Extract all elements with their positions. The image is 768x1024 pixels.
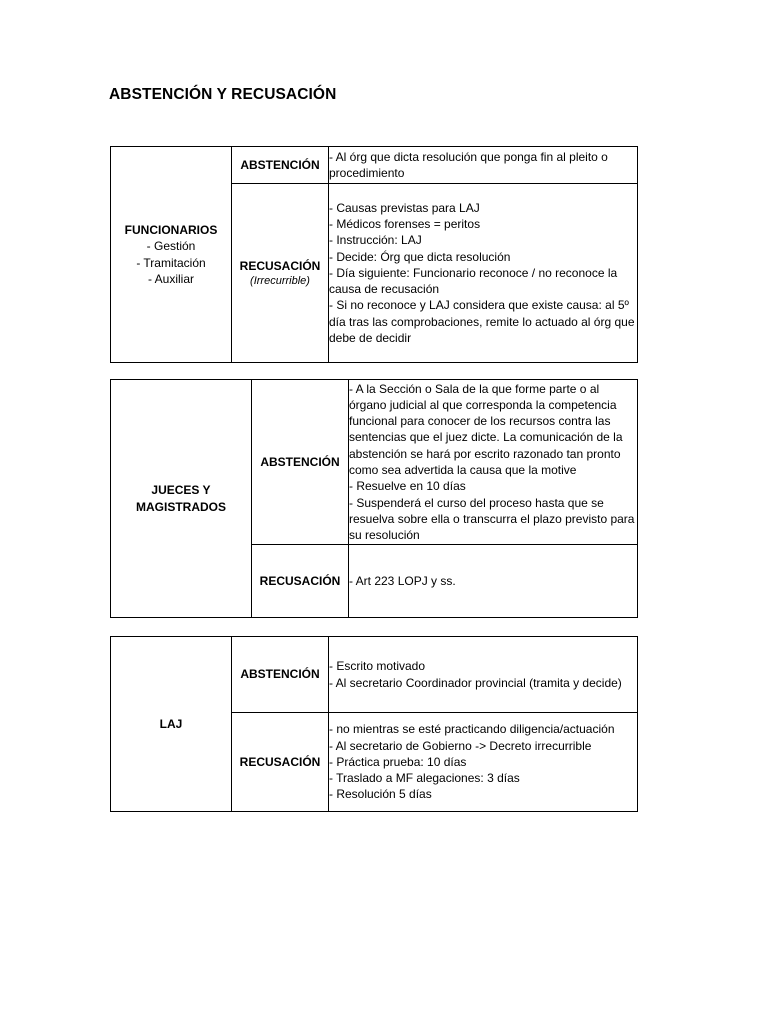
list-item: - Si no reconoce y LAJ considera que existe causa: al 5º día tras las comprobaciones, remite lo actuado al órg que debe de decidir — [329, 298, 635, 346]
kind-note: (Irrecurrible) — [250, 275, 310, 288]
list-item: - no mientras se esté practicando diligencia/actuación — [329, 722, 615, 737]
desc-list — [349, 573, 637, 589]
group-label: JUECES Y MAGISTRADOS — [136, 483, 226, 514]
group-sub-item: - Auxiliar — [147, 271, 194, 286]
table-row — [111, 637, 638, 713]
desc-list — [329, 658, 637, 691]
group-cell — [111, 380, 252, 618]
kind-cell — [232, 713, 329, 812]
group-label: LAJ — [159, 716, 183, 731]
kind-cell — [252, 545, 349, 618]
list-item: - Traslado a MF alegaciones: 3 días — [329, 771, 520, 786]
desc-cell — [349, 380, 638, 545]
list-item: - Instrucción: LAJ — [329, 233, 422, 248]
list-item: - Escrito motivado — [329, 659, 426, 674]
list-item: - Resuelve en 10 días — [349, 479, 466, 494]
table-funcionarios — [110, 146, 638, 363]
list-item: - Resolución 5 días — [329, 787, 432, 802]
list-item: - Día siguiente: Funcionario reconoce / no reconoce la causa de recusación — [329, 265, 618, 297]
kind-label: ABSTENCIÓN — [240, 157, 320, 172]
kind-label: RECUSACIÓN — [239, 258, 321, 273]
kind-label: RECUSACIÓN — [239, 754, 321, 769]
list-item: - Al órg que dicta resolución que ponga fin al pleito o procedimiento — [329, 149, 608, 180]
table-laj — [110, 636, 638, 812]
table-row — [111, 380, 638, 545]
list-item: - Art 223 LOPJ y ss. — [349, 573, 456, 588]
list-item: - Práctica prueba: 10 días — [329, 754, 467, 769]
list-item: - Causas previstas para LAJ — [329, 200, 480, 215]
desc-cell — [329, 713, 638, 812]
list-item: - Suspenderá el curso del proceso hasta que se resuelva sobre ella o transcurra el plazo previsto para su resolución — [349, 495, 635, 543]
desc-cell — [329, 184, 638, 363]
desc-list — [329, 149, 637, 182]
list-item: - Al secretario de Gobierno -> Decreto irrecurrible — [329, 738, 592, 753]
group-sub-item: - Gestión — [146, 239, 196, 254]
kind-label: ABSTENCIÓN — [260, 454, 340, 469]
group-cell — [111, 637, 232, 812]
kind-cell — [252, 380, 349, 545]
list-item: - Decide: Órg que dicta resolución — [329, 249, 511, 264]
group-label: FUNCIONARIOS — [124, 222, 218, 237]
list-item: - A la Sección o Sala de la que forme parte o al órgano judicial al que corresponda la competencia funcional para conocer de los recursos contra las sentencias que el juez dicte. La comunicación de la abstención se hará por escrito razonado tan pronto como sea advertida la causa que la motive — [349, 381, 623, 477]
desc-cell — [329, 147, 638, 184]
list-item: - Al secretario Coordinador provincial (tramita y decide) — [329, 675, 622, 690]
desc-list — [329, 200, 637, 347]
desc-cell — [349, 545, 638, 618]
kind-cell — [232, 637, 329, 713]
kind-label: RECUSACIÓN — [259, 573, 341, 588]
table-row — [111, 147, 638, 184]
list-item: - Médicos forenses = peritos — [329, 216, 481, 231]
kind-cell — [232, 184, 329, 363]
desc-list — [329, 721, 637, 802]
desc-cell — [329, 637, 638, 713]
table-jueces — [110, 379, 638, 618]
desc-list — [349, 381, 637, 544]
group-cell — [111, 147, 232, 363]
page-title: ABSTENCIÓN Y RECUSACIÓN — [109, 86, 337, 103]
kind-cell — [232, 147, 329, 184]
group-sub-item: - Tramitación — [136, 255, 206, 270]
kind-label: ABSTENCIÓN — [240, 667, 320, 682]
